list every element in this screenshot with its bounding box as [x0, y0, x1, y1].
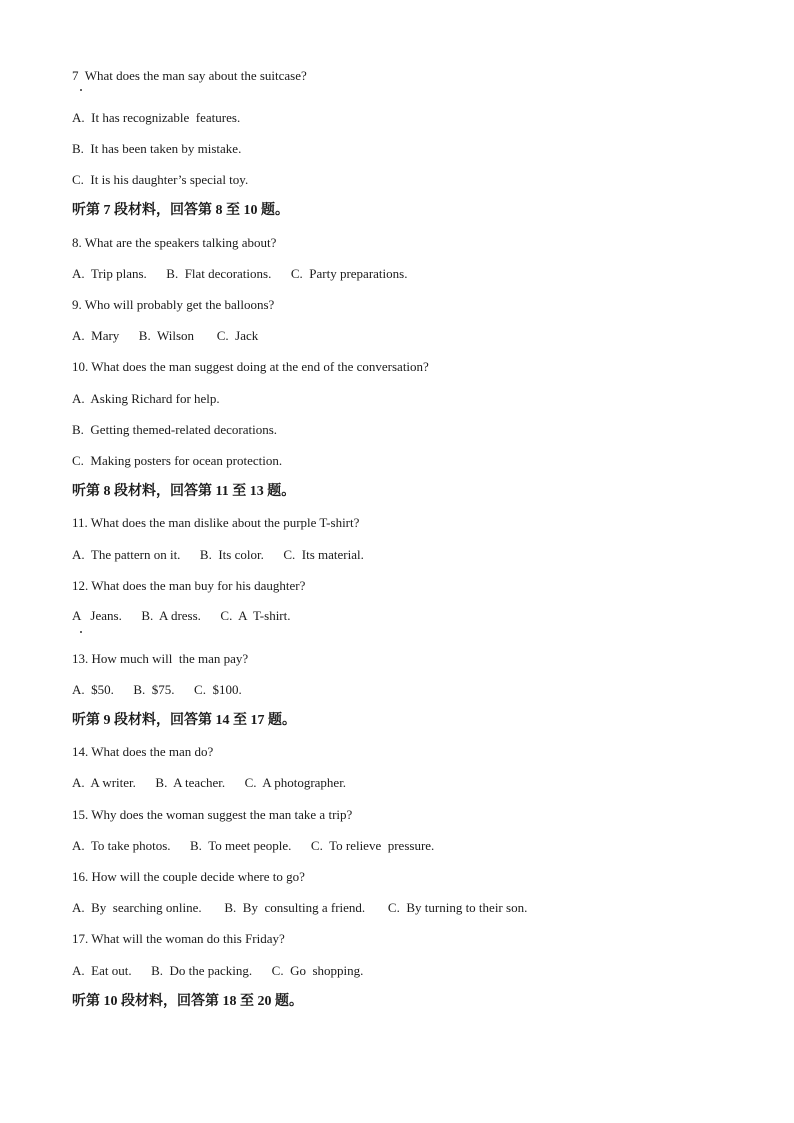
q9-question: 9. Who will probably get the balloons?: [72, 297, 275, 312]
q7-option-a: A. It has recognizable features.: [72, 110, 241, 125]
q11-question: 11. What does the man dislike about the purple T-shirt?: [72, 515, 360, 530]
q9-options: A. Mary B. Wilson C. Jack: [72, 328, 259, 343]
q15-options: A. To take photos. B. To meet people. C. To relieve pressure.: [72, 838, 435, 853]
q7-question: 7 What does the man say about the suitcase?: [72, 68, 307, 83]
punctuation-dot: [80, 89, 82, 91]
q11-options: A. The pattern on it. B. Its color. C. Its material.: [72, 547, 364, 562]
q16-options: A. By searching online. B. By consulting a friend. C. By turning to their son.: [72, 900, 528, 915]
q13-question: 13. How much will the man pay?: [72, 651, 249, 666]
q8-options: A. Trip plans. B. Flat decorations. C. Party preparations.: [72, 266, 408, 281]
section-heading-10: 听第 10 段材料，回答第 18 至 20 题。: [72, 994, 303, 1009]
section-heading-9: 听第 9 段材料，回答第 14 至 17 题。: [72, 713, 296, 728]
q8-question: 8. What are the speakers talking about?: [72, 235, 277, 250]
q17-options: A. Eat out. B. Do the packing. C. Go shopping.: [72, 963, 364, 978]
q13-options: A. $50. B. $75. C. $100.: [72, 682, 242, 697]
q7-option-b: B. It has been taken by mistake.: [72, 141, 242, 156]
section-heading-7: 听第 7 段材料，回答第 8 至 10 题。: [72, 203, 289, 218]
q10-question: 10. What does the man suggest doing at the end of the conversation?: [72, 359, 429, 374]
q14-options: A. A writer. B. A teacher. C. A photographer.: [72, 775, 347, 790]
q17-question: 17. What will the woman do this Friday?: [72, 931, 285, 946]
q10-option-b: B. Getting themed-related decorations.: [72, 422, 278, 437]
punctuation-dot: [80, 631, 82, 633]
q15-question: 15. Why does the woman suggest the man take a trip?: [72, 807, 353, 822]
q7-option-c: C. It is his daughter’s special toy.: [72, 172, 249, 187]
q16-question: 16. How will the couple decide where to go?: [72, 869, 305, 884]
q10-option-a: A. Asking Richard for help.: [72, 391, 220, 406]
q10-option-c: C. Making posters for ocean protection.: [72, 453, 283, 468]
q12-question: 12. What does the man buy for his daughter?: [72, 578, 306, 593]
q14-question: 14. What does the man do?: [72, 744, 214, 759]
q12-options: A Jeans. B. A dress. C. A T-shirt.: [72, 608, 291, 623]
section-heading-8: 听第 8 段材料，回答第 11 至 13 题。: [72, 484, 296, 499]
